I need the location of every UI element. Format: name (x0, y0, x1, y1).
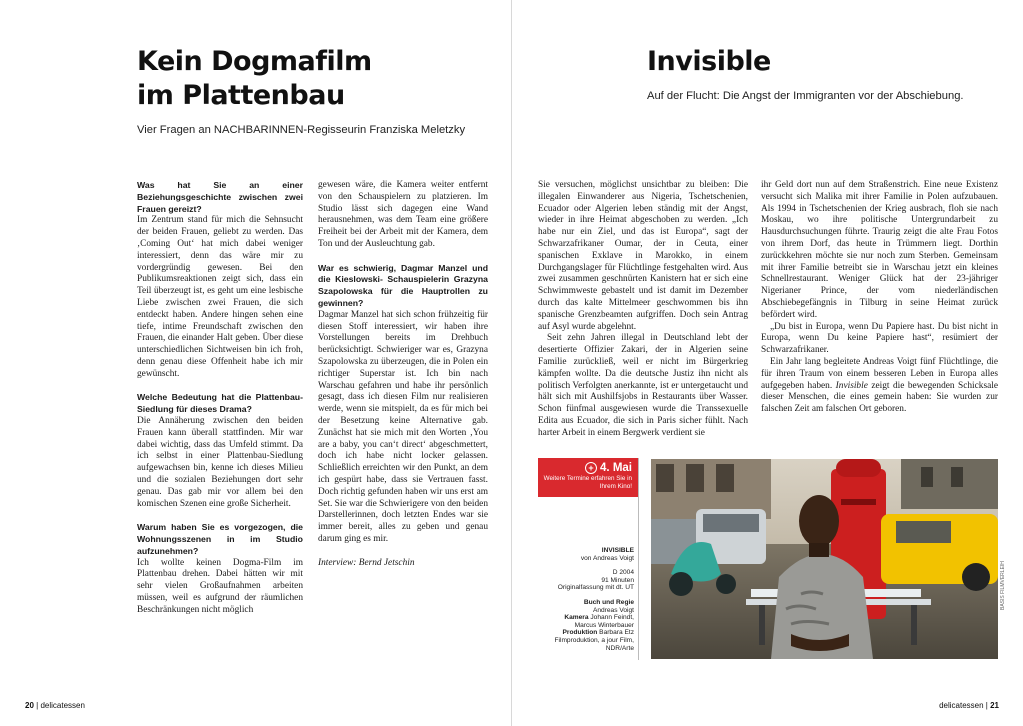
right-paragraph-5 (761, 357, 998, 416)
release-note: Weitere Termine erfahren Sie in Ihrem Kino! (543, 475, 632, 490)
right-paragraph-3: ihr Geld dort nun auf dem Straßenstrich. Eine neue Existenz versucht sich Malika mit ihrer Familie in Polen aufzubauen. Als 1994 in Tschetschenien der Krieg ausbrach, floh sie nach Moskau, wo ihre politische Untergrundarbeit zu Hausdurchsuchungen führte. Traurig zeigt die alte Frau Fotos von ihrem Dorf, das heute in Trümmern liegt. Dorthin zurückkehren möchte sie nur noch zum Sterben. Gemeinsam mit ihrer Familie betreibt sie in Warschau jetzt ein kleines Schnellrestaurant. Weniger Glück hat der 23-jähriger Nigerianer Prince, der vom niederländischen Abschiebegefängnis in Tilburg in seine Heimat zurück befördert wird. (761, 180, 998, 320)
credits-production-label: Produktion (562, 629, 598, 637)
info-divider (638, 458, 639, 660)
credits-director: von Andreas Voigt (580, 554, 634, 562)
right-column-1 (538, 180, 748, 440)
question-4: War es schwierig, Dagmar Manzel und die Kieslowski- Schauspielerin Grazyna Szapolowska für die Hauptrollen zu gewinnen? (318, 262, 488, 308)
right-article-subtitle: Auf der Flucht: Die Angst der Immigranten vor der Abschiebung. (647, 90, 964, 102)
paragraph-5-text-b: zeigt die bewegenden Schicksale dieser Menschen, die eines gemein haben: Sie wurden zur falschen Zeit am falschen Ort geboren. (761, 380, 998, 415)
right-footer: delicatessen | 21 (939, 701, 999, 710)
left-article-title (137, 45, 372, 113)
left-footer: 20 | delicatessen (25, 701, 85, 710)
answer-3: Ich wollte keinen Dogma-Film im Plattenbau drehen. Dabei hätten wir mit sehr vielen Großaufnahmen arbeiten müssen, weil es aufgrund der räumlichen Beschränkungen nicht möglich (137, 557, 303, 615)
release-date-text: 4. Mai (600, 462, 632, 474)
credits-production-name-2: Filmproduktion, a jour Film, (554, 636, 634, 644)
credits-production-name-3: NDR/Arte (605, 644, 634, 652)
credits-production-name: Barbara Etz (599, 629, 634, 637)
film-credits (538, 547, 634, 652)
answer-2: Die Annäherung zwischen den beiden Frauen kann überall stattfinden. Mir war dabei wichtig, dass das Umfeld stimmt. Da ich selbst in einer Plattenbau-Siedlung aufgewachsen bin, kenne ich dieses Milieu und die sozialen Beziehungen dort sehr genau. Das gab mir vor allem bei den komischen Szenen eine große Sicherheit. (137, 415, 303, 509)
film-still-photo (651, 459, 998, 659)
left-title-line-1: Kein Dogmafilm (137, 46, 372, 77)
credits-script-name: Andreas Voigt (592, 606, 634, 614)
release-date (542, 462, 632, 475)
left-column-1 (137, 180, 303, 616)
film-title-italic: Invisible (835, 380, 868, 391)
left-title-line-2: im Plattenbau (137, 80, 345, 111)
right-article-title: Invisible (647, 46, 771, 77)
right-paragraph-4: „Du bist in Europa, wenn Du Papiere hast. Du bist nicht in Europa, wenn Du keine Papiere hast“, resümiert der Schwarzafrikaner. (761, 321, 998, 356)
credits-script-label: Buch und Regie (583, 598, 634, 606)
answer-3-continued: gewesen wäre, die Kamera weiter entfernt von den Schauspielern zu platzieren. Im Studio lässt sich dagegen eine Wand herausnehmen, was dem Team eine größere Freiheit bei der Arbeit mit der Kamera, dem Ton und der Ausleuchtung gab. (318, 180, 488, 249)
credits-runtime: 91 Minuten (601, 576, 634, 584)
credits-film-title: INVISIBLE (601, 547, 634, 554)
left-magazine-name: delicatessen (40, 701, 85, 710)
credits-year: D 2004 (612, 569, 634, 577)
credits-camera-name-2: Marcus Winterbauer (574, 621, 634, 629)
credits-version: Originalfassung mit dt. UT (557, 584, 634, 592)
right-magazine-name: delicatessen (939, 701, 984, 710)
paragraph-5-text-a: Ein Jahr lang begleitete Andreas Voigt fünf Flüchtlinge, die für ihren Traum von einem besseren Leben in Europa alles aufgegeben haben. (761, 356, 998, 391)
question-3: Warum haben Sie es vorgezogen, die Wohnungsszenen in im Studio aufzunehmen? (137, 522, 303, 556)
interviewer-credit: Interview: Bernd Jetschin (318, 557, 415, 568)
right-page-number: 21 (990, 701, 999, 710)
left-article-subtitle: Vier Fragen an NACHBARINNEN-Regisseurin Franziska Meletzky (137, 124, 466, 136)
plus-circle-icon: + (585, 462, 597, 474)
photo-credit (1000, 600, 1006, 610)
credits-camera-label: Kamera (564, 614, 589, 622)
left-page-number: 20 (25, 701, 34, 710)
answer-4: Dagmar Manzel hat sich schon frühzeitig für diesen Stoff interessiert, wir haben ihre Vorstellungen bereits im Drehbuch berücksichtigt. Schwieriger war es, Grazyna Szapolowska zu überzeugen, die in Polen ein richtiger Superstar ist. Ich bin nach Warschau gefahren und habe ihr persönlich gesagt, dass ich diesen Film nur realisieren werde, wenn sie mitspielt, da es für mich bei der Besetzung keine Alternative gab. Zunächst hat sie mich mit den Worten ‚You are a baby, you can‘t direct‘ abgeschmettert, doch ich habe nicht locker gelassen. Schließlich erreichten wir den Punkt, an dem ich gespürt habe, dass sie Vertrauen fasst. Doch richtig gefunden haben wir uns erst am Set. Sie war die Schwierigere von den beiden Darstellerinnen, doch letzten Endes war sie immer bereit, alles zu geben und genau darum ging es mir. (318, 309, 488, 544)
release-date-banner (538, 459, 638, 497)
question-2: Welche Bedeutung hat die Plattenbau-Siedlung für dieses Drama? (137, 392, 303, 415)
right-paragraph-1: Sie versuchen, möglichst unsichtbar zu bleiben: Die illegalen Einwanderer aus Nigeria, Tschetschenien, Ecuador oder Algerien leben ständig mit der Angst, wieder in ihre Heimat abgeschoben zu werden. „Ich habe nur ein Ziel, und das ist Europa“, sagt der Schwarzafrikaner Oumar, der in Ceuta, einer spanischen Exklave in Marokko, in einem Durchgangslager für Flüchtlinge festgehalten wird. Aus zwei zusammen geschnürten Kanistern hat er sich eine Schwimmweste gebastelt und ist damit im Dezember durch das kalte Mittelmeer geschwommen bis ihn spanische Grenzbeamten aufgriffen. Doch sein Antrag auf Asyl wurde abgelehnt. (538, 180, 748, 332)
left-column-2 (318, 180, 488, 569)
right-column-2 (761, 180, 998, 416)
answer-1: Im Zentrum stand für mich die Sehnsucht der beiden Frauen, geliebt zu werden. Das ‚Coming Out‘ hat mich dabei weniger interessiert, denn das wäre mir zu vordergründig gewesen. Bei den Publikumsreaktionen zeigt sich, dass ein Teil überzeugt ist, es geht um eine lesbische Liebe zwischen zwei Frauen, die sich entdeckt haben. Andere hingen sehen eine tiefe, intime Freundschaft zwischen den Frauen, die einander Halt geben. Über diese unterschiedlichen Sichtweisen bin ich froh, denn genau diese Offenheit habe ich mir gewünscht. (137, 215, 303, 379)
right-paragraph-2: Seit zehn Jahren illegal in Deutschland lebt der desertierte Offizier Zakari, der in Algerien seine Familie zurückließ, weil er nicht im Bürgerkrieg kämpfen wollte. Da die deutsche Justiz ihn nicht als politisch Verfolgten anerkannte, ist er untergetaucht und hält sich mit Aushilfsjobs in Restaurants über Wasser. Schon fünfmal ausgewiesen wurde die Transsexuelle Edita aus Ecuador, die sich in Paris sicher fühlt. Nach harter Arbeit in einem Bergwerk verdient sie (538, 333, 748, 438)
credits-camera-name: Johann Feindt, (590, 614, 634, 622)
question-1: Was hat Sie an einer Beziehungsgeschichte zwischen zwei Frauen gereizt? (137, 180, 303, 214)
